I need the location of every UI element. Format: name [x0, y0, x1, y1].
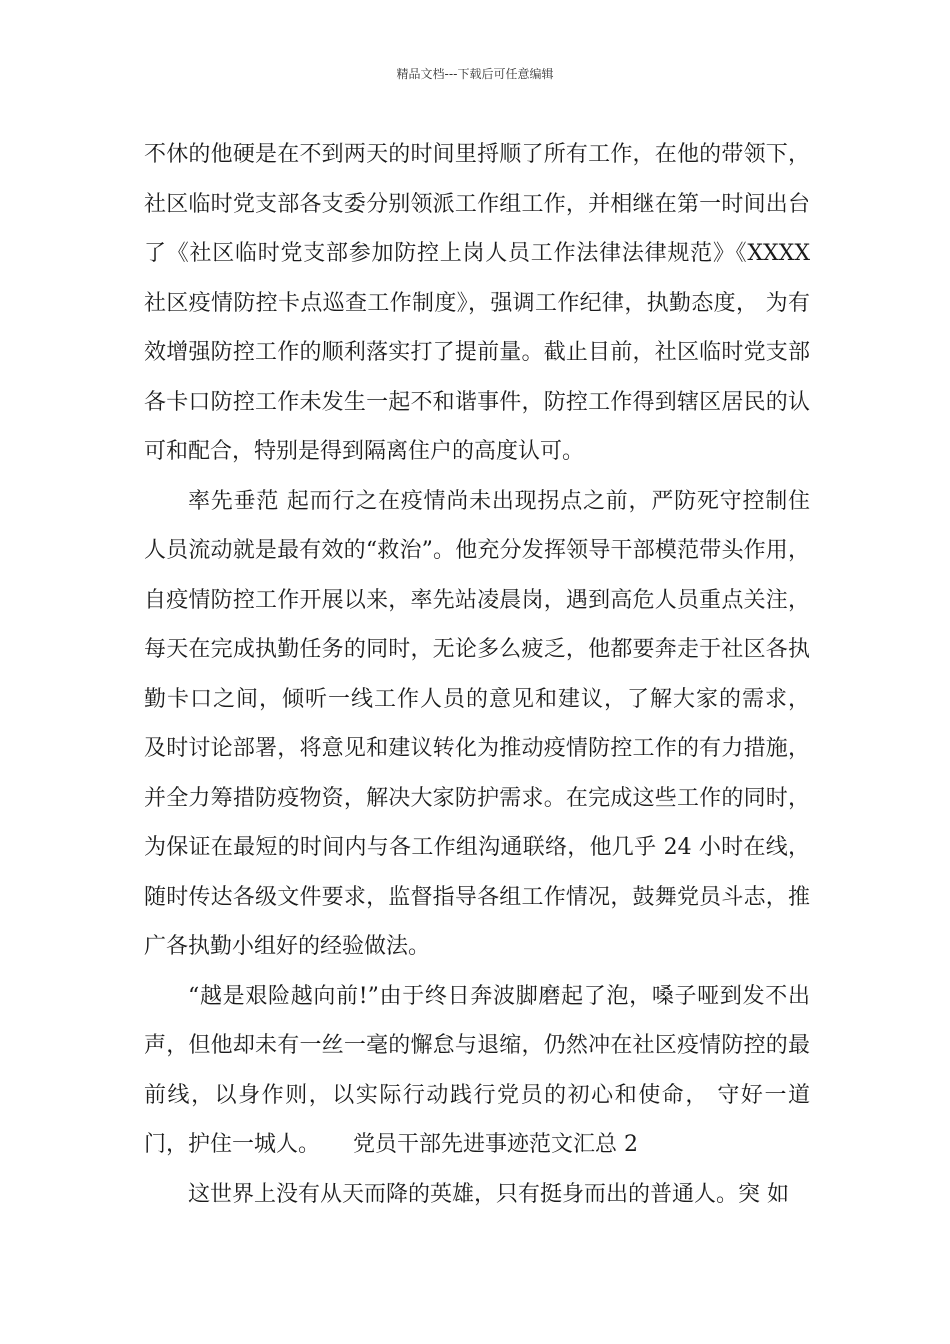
- paragraph-1: 不休的他硬是在不到两天的时间里捋顺了所有工作，在他的带领下，社区临时党支部各支委分别领派工作组工作，并相继在第一时间出台了《社区临时党支部参加防控上岗人员工作法律法律规范》《XXXX 社区疫情防控卡点巡查工作制度》，强调工作纪律，执勤态度， 为有效增强防控工作的顺利落实打了提前量。截止目前，社区临时党支部各卡口防控工作未发生一起不和谐事件，防控工作得到辖区居民的认可和配合，特别是得到隔离住户的高度认可。: [144, 142, 810, 464]
- paragraph-4: 这世界上没有从天而降的英雄，只有挺身而出的普通人。突 如: [188, 1181, 789, 1207]
- page-header: 精品文档---下载后可任意编辑: [396, 67, 554, 81]
- paragraph-2: 率先垂范 起而行之在疫情尚未出现拐点之前，严防死守控制住人员流动就是最有效的“救治”。他充分发挥领导干部模范带头作用，自疫情防控工作开展以来，率先站凌晨岗，遇到高危人员重点关注，每天在完成执勤任务的同时，无论多么疲乏，他都要奔走于社区各执勤卡口之间，倾听一线工作人员的意见和建议，了解大家的需求， 及时讨论部署，将意见和建议转化为推动疫情防控工作的有力措施，并全力筹措防疫物资，解决大家防护需求。在完成这些工作的同时，为保证在最短的时间内与各工作组沟通联络，他几乎 24 小时在线，随时传达各级文件要求，监督指导各组工作情况，鼓舞党员斗志，推广各执勤小组好的经验做法。: [144, 488, 810, 959]
- paragraph-3: “越是艰险越向前!”由于终日奔波脚磨起了泡，嗓子哑到发不出声，但他却未有一丝一毫的懈怠与退缩，仍然冲在社区疫情防控的最前线，以身作则，以实际行动践行党员的初心和使命， 守好一道门，护住一城人。 党员干部先进事迹范文汇总 2: [144, 983, 810, 1157]
- document-body: [144, 130, 810, 1219]
